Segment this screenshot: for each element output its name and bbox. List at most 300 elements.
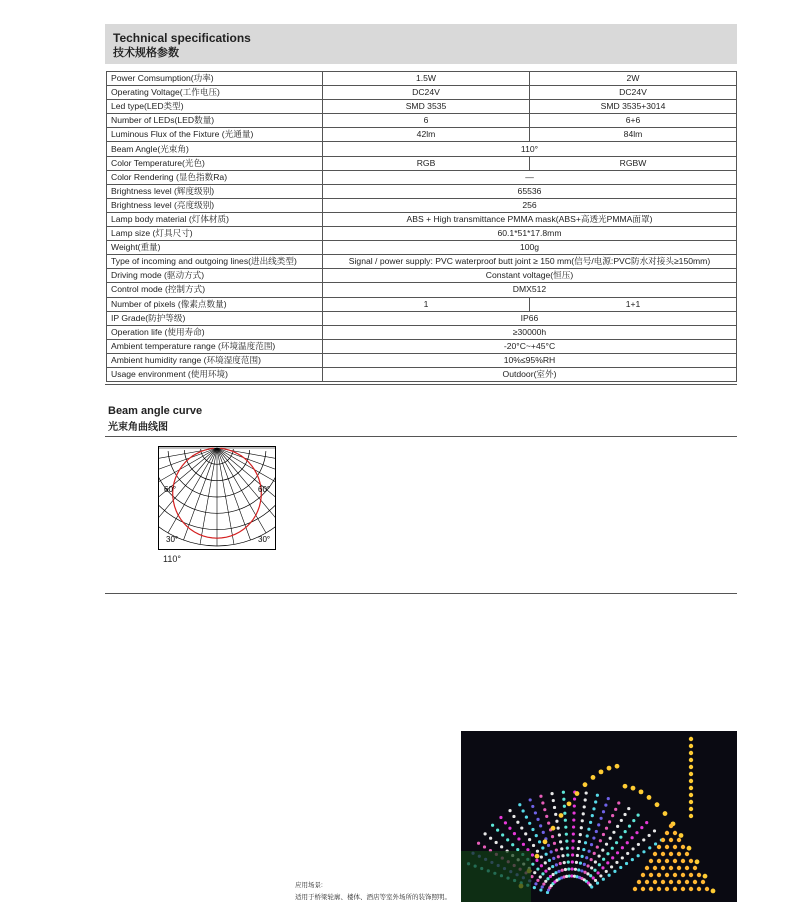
spec-row	[107, 212, 737, 226]
spec-value: DMX512	[323, 283, 737, 297]
spec-title-en: Technical specifications	[113, 31, 251, 45]
led-dot	[573, 804, 576, 807]
led-dot-orange	[641, 873, 645, 877]
led-dot-orange	[701, 880, 705, 884]
led-dot-yellow	[591, 775, 596, 780]
led-dot-yellow	[689, 758, 693, 762]
led-dot	[553, 842, 556, 845]
led-dot	[528, 838, 531, 841]
led-dot	[542, 882, 545, 885]
led-dot	[540, 855, 543, 858]
led-dot	[599, 817, 602, 820]
led-dot-orange	[661, 838, 665, 842]
led-dot	[602, 833, 605, 836]
led-dot-orange	[669, 838, 673, 842]
led-dot	[606, 861, 609, 864]
led-dot	[567, 867, 570, 870]
led-dot-yellow	[689, 807, 693, 811]
led-dot	[565, 833, 568, 836]
led-dot-orange	[665, 831, 669, 835]
led-dot	[572, 818, 575, 821]
led-dot	[595, 830, 598, 833]
led-dot	[587, 828, 590, 831]
led-dot	[612, 831, 615, 834]
led-dot	[561, 869, 564, 872]
led-dot	[536, 867, 539, 870]
chart-label-60-right: 60°	[258, 485, 271, 494]
spec-label: IP Grade(防护等级)	[107, 311, 323, 325]
led-dot-yellow	[689, 765, 693, 769]
spec-row	[107, 325, 737, 339]
led-dot	[557, 855, 560, 858]
led-dot	[547, 844, 550, 847]
led-dot-orange	[665, 859, 669, 863]
led-dot	[539, 795, 542, 798]
spec-label: Type of incoming and outgoing lines(进出线类型)	[107, 255, 323, 269]
led-dot	[500, 845, 503, 848]
led-dot-orange	[649, 873, 653, 877]
led-dot	[579, 833, 582, 836]
led-dot	[550, 850, 553, 853]
led-dot-orange	[657, 845, 661, 849]
led-dot	[552, 799, 555, 802]
beam-angle-value: 110°	[163, 554, 181, 564]
spec-value: 84lm	[530, 128, 737, 142]
led-dot	[489, 837, 492, 840]
led-dot	[508, 827, 511, 830]
led-dot	[610, 865, 613, 868]
led-dot	[549, 875, 552, 878]
led-dot	[491, 824, 494, 827]
led-dot	[585, 856, 588, 859]
led-dot	[524, 832, 527, 835]
led-dot	[483, 845, 486, 848]
led-dot-orange	[673, 859, 677, 863]
led-dot	[534, 811, 537, 814]
led-dot-orange	[673, 887, 677, 891]
led-dot	[560, 847, 563, 850]
beam-angle-chart	[158, 446, 276, 550]
led-dot	[551, 835, 554, 838]
led-dot-orange	[693, 866, 697, 870]
led-dot	[538, 840, 541, 843]
led-dot	[572, 811, 575, 814]
led-dot	[575, 861, 578, 864]
led-dot	[640, 826, 643, 829]
led-dot	[559, 840, 562, 843]
led-dot-yellow	[689, 772, 693, 776]
led-dot	[599, 874, 602, 877]
led-dot	[512, 815, 515, 818]
led-dot-yellow	[599, 769, 604, 774]
led-dot	[535, 834, 538, 837]
led-dot-orange	[673, 845, 677, 849]
led-dot	[613, 870, 616, 873]
led-dot	[611, 856, 614, 859]
led-dot	[571, 853, 574, 856]
application-photo	[461, 731, 737, 902]
led-dot	[585, 791, 588, 794]
led-dot	[602, 810, 605, 813]
led-dot-orange	[657, 887, 661, 891]
led-dot	[582, 848, 585, 851]
led-dot	[601, 866, 604, 869]
spec-row	[107, 339, 737, 353]
led-dot-orange	[657, 859, 661, 863]
led-dot	[581, 819, 584, 822]
led-dot	[598, 863, 601, 866]
led-dot-yellow	[687, 846, 692, 851]
spec-value: -20°C~+45°C	[323, 339, 737, 353]
led-dot	[526, 848, 529, 851]
spec-row	[107, 100, 737, 114]
led-dot	[534, 882, 537, 885]
led-dot	[557, 827, 560, 830]
led-dot	[648, 834, 651, 837]
led-dot-yellow	[607, 766, 612, 771]
led-dot	[541, 846, 544, 849]
led-dot-yellow	[535, 854, 540, 859]
led-dot	[607, 797, 610, 800]
led-dot	[546, 877, 549, 880]
led-dot	[536, 850, 539, 853]
led-dot	[541, 801, 544, 804]
led-dot	[597, 823, 600, 826]
led-dot-orange	[669, 824, 673, 828]
led-dot-orange	[661, 852, 665, 856]
led-dot	[499, 816, 502, 819]
led-dot	[516, 848, 519, 851]
led-dot-yellow	[655, 802, 660, 807]
spec-row	[107, 184, 737, 198]
led-dot-orange	[649, 887, 653, 891]
led-dot	[642, 838, 645, 841]
led-dot	[553, 806, 556, 809]
led-dot	[577, 868, 580, 871]
led-dot	[637, 843, 640, 846]
spec-value: 60.1*51*17.8mm	[323, 227, 737, 241]
led-dot	[554, 871, 557, 874]
spec-label: Color Temperature(光色)	[107, 156, 323, 170]
led-dot	[484, 832, 487, 835]
chart-label-60-left: 60°	[164, 485, 177, 494]
led-dot	[531, 853, 534, 856]
led-dot	[594, 860, 597, 863]
led-dot	[564, 826, 567, 829]
led-dot	[637, 854, 640, 857]
led-dot	[513, 832, 516, 835]
spec-value: ABS + High transmittance PMMA mask(ABS+高透光PMMA面罩)	[323, 212, 737, 226]
led-dot	[555, 848, 558, 851]
led-dot	[604, 804, 607, 807]
led-dot	[581, 855, 584, 858]
led-dot	[627, 807, 630, 810]
led-dot-yellow	[689, 779, 693, 783]
led-dot-orange	[677, 880, 681, 884]
spec-label: Brightness level (亮度级别)	[107, 198, 323, 212]
led-dot	[555, 820, 558, 823]
spec-value: 100g	[323, 241, 737, 255]
spec-row	[107, 114, 737, 128]
led-dot-orange	[681, 859, 685, 863]
led-dot	[571, 839, 574, 842]
led-dot	[616, 825, 619, 828]
led-dot	[596, 882, 599, 885]
led-dot-orange	[665, 845, 669, 849]
led-dot-orange	[669, 880, 673, 884]
led-dot-orange	[677, 852, 681, 856]
led-dot-orange	[693, 880, 697, 884]
led-dot	[539, 888, 542, 891]
led-dot	[597, 854, 600, 857]
led-dot-orange	[677, 838, 681, 842]
led-dot	[592, 876, 595, 879]
led-dot	[562, 791, 565, 794]
led-dot	[572, 832, 575, 835]
led-dot	[543, 808, 546, 811]
led-dot	[531, 863, 534, 866]
spec-title-cn: 技术规格参数	[113, 47, 179, 59]
led-dot	[563, 805, 566, 808]
led-dot	[536, 818, 539, 821]
spec-table	[106, 71, 737, 382]
led-dot-yellow	[567, 801, 572, 806]
led-dot-orange	[677, 866, 681, 870]
led-dot	[583, 805, 586, 808]
led-dot	[571, 846, 574, 849]
led-dot-yellow	[543, 839, 548, 844]
led-dot-orange	[653, 866, 657, 870]
spec-label: Ambient humidity range (环境湿度范围)	[107, 353, 323, 367]
led-dot-orange	[697, 873, 701, 877]
spec-row	[107, 269, 737, 283]
spec-label: Lamp size (灯具尺寸)	[107, 227, 323, 241]
led-dot-orange	[649, 859, 653, 863]
led-dot-orange	[641, 887, 645, 891]
spec-row	[107, 198, 737, 212]
application-caption-text: 适用于桥梁轮廓、楼体、酒店等室外场所的装饰照明。	[295, 894, 451, 901]
led-dot-orange	[645, 880, 649, 884]
spec-label: Lamp body material (灯体材质)	[107, 212, 323, 226]
led-dot	[590, 885, 593, 888]
led-dot	[609, 837, 612, 840]
led-dot	[529, 798, 532, 801]
led-dot-orange	[645, 866, 649, 870]
led-dot	[615, 841, 618, 844]
led-dot-orange	[669, 852, 673, 856]
led-dot	[605, 827, 608, 830]
spec-label: Weight(重量)	[107, 241, 323, 255]
spec-row	[107, 283, 737, 297]
spec-value: DC24V	[323, 86, 530, 100]
spec-row	[107, 72, 737, 86]
led-dot	[616, 851, 619, 854]
led-dot-yellow	[689, 751, 693, 755]
led-dot	[555, 863, 558, 866]
spec-row	[107, 142, 737, 156]
led-dot	[593, 869, 596, 872]
spec-label: Beam Angle(光束角)	[107, 142, 323, 156]
led-dot	[578, 840, 581, 843]
spec-label: Operating Voltage(工作电压)	[107, 86, 323, 100]
led-dot	[539, 875, 542, 878]
led-dot	[561, 854, 564, 857]
led-dot-orange	[661, 866, 665, 870]
led-dot	[625, 862, 628, 865]
led-dot	[591, 814, 594, 817]
led-dot	[592, 807, 595, 810]
led-dot	[608, 874, 611, 877]
led-dot	[533, 871, 536, 874]
led-dot	[550, 792, 553, 795]
led-dot	[573, 797, 576, 800]
led-dot	[531, 805, 534, 808]
led-dot-orange	[685, 880, 689, 884]
led-dot	[533, 886, 536, 889]
led-dot	[590, 843, 593, 846]
led-dot-orange	[661, 880, 665, 884]
led-dot	[511, 843, 514, 846]
spec-row	[107, 86, 737, 100]
led-dot-yellow	[689, 800, 693, 804]
led-dot	[520, 826, 523, 829]
spec-value: IP66	[323, 311, 737, 325]
led-dot-yellow	[631, 786, 636, 791]
led-dot	[542, 831, 545, 834]
led-dot	[645, 821, 648, 824]
led-dot	[623, 813, 626, 816]
spec-row	[107, 170, 737, 184]
led-dot	[571, 860, 574, 863]
led-dot	[582, 812, 585, 815]
led-dot	[541, 872, 544, 875]
led-dot-orange	[665, 887, 669, 891]
led-dot	[589, 821, 592, 824]
led-dot	[648, 846, 651, 849]
spec-row	[107, 297, 737, 311]
spec-label: Led type(LED类型)	[107, 100, 323, 114]
led-dot	[619, 836, 622, 839]
led-dot	[539, 824, 542, 827]
spec-value: RGBW	[530, 156, 737, 170]
led-dot	[611, 847, 614, 850]
spec-value: 110°	[323, 142, 737, 156]
led-dot	[594, 800, 597, 803]
table-bottom-rule	[105, 384, 737, 385]
led-dot	[565, 840, 568, 843]
led-dot	[614, 808, 617, 811]
led-dot-yellow	[575, 791, 580, 796]
led-dot	[605, 843, 608, 846]
spec-label: Operation life (使用寿命)	[107, 325, 323, 339]
led-dot	[577, 847, 580, 850]
led-dot	[544, 861, 547, 864]
led-dot	[566, 847, 569, 850]
led-dot	[563, 861, 566, 864]
led-dot	[602, 878, 605, 881]
spec-row	[107, 353, 737, 367]
led-dot	[628, 825, 631, 828]
led-dot	[594, 879, 597, 882]
led-dot	[590, 858, 593, 861]
led-night-scene	[461, 731, 737, 902]
led-dot	[567, 860, 570, 863]
beam-title-en: Beam angle curve	[108, 405, 203, 417]
spec-value: SMD 3535	[323, 100, 530, 114]
spec-value: SMD 3535+3014	[530, 100, 737, 114]
led-dot	[626, 852, 629, 855]
led-dot	[619, 866, 622, 869]
led-dot	[635, 831, 638, 834]
spec-label: Usage environment (使用环境)	[107, 367, 323, 381]
led-dot	[574, 868, 577, 871]
spec-row	[107, 255, 737, 269]
led-dot-yellow	[559, 813, 564, 818]
led-dot	[540, 864, 543, 867]
led-dot-orange	[673, 873, 677, 877]
led-dot	[495, 841, 498, 844]
spec-label: Color Rendering (显色指数Ra)	[107, 170, 323, 184]
led-dot-orange	[697, 887, 701, 891]
led-dot	[558, 833, 561, 836]
spec-value: Outdoor(室外)	[323, 367, 737, 381]
led-dot	[583, 863, 586, 866]
led-dot	[642, 850, 645, 853]
led-dot	[583, 871, 586, 874]
spec-value: 6+6	[530, 114, 737, 128]
chart-label-30-right: 30°	[258, 535, 271, 544]
led-dot	[605, 870, 608, 873]
led-dot	[621, 846, 624, 849]
led-dot	[596, 845, 599, 848]
led-dot-orange	[653, 852, 657, 856]
led-dot	[566, 854, 569, 857]
led-dot	[632, 819, 635, 822]
led-dot	[531, 828, 534, 831]
led-dot-yellow	[623, 784, 628, 789]
led-dot-yellow	[711, 889, 716, 894]
led-dot-orange	[637, 880, 641, 884]
led-dot	[518, 803, 521, 806]
led-dot	[496, 829, 499, 832]
spec-row	[107, 227, 737, 241]
led-dot	[571, 867, 574, 870]
spec-row	[107, 241, 737, 255]
spec-value: 1	[323, 297, 530, 311]
led-dot	[477, 842, 480, 845]
led-dot	[532, 844, 535, 847]
spec-label: Luminous Flux of the Fixture (光通量)	[107, 128, 323, 142]
led-dot-yellow	[615, 764, 620, 769]
led-dot	[547, 822, 550, 825]
led-dot	[637, 814, 640, 817]
led-dot	[588, 850, 591, 853]
led-dot	[522, 843, 525, 846]
spec-row	[107, 156, 737, 170]
led-dot	[501, 833, 504, 836]
led-dot	[517, 837, 520, 840]
led-dot-orange	[681, 845, 685, 849]
spec-value: —	[323, 170, 737, 184]
spec-row	[107, 311, 737, 325]
led-dot	[548, 867, 551, 870]
led-dot	[584, 841, 587, 844]
led-dot	[525, 816, 528, 819]
led-dot	[572, 825, 575, 828]
led-dot	[557, 870, 560, 873]
spec-label: Ambient temperature range (环境温度范围)	[107, 339, 323, 353]
spec-row	[107, 367, 737, 381]
